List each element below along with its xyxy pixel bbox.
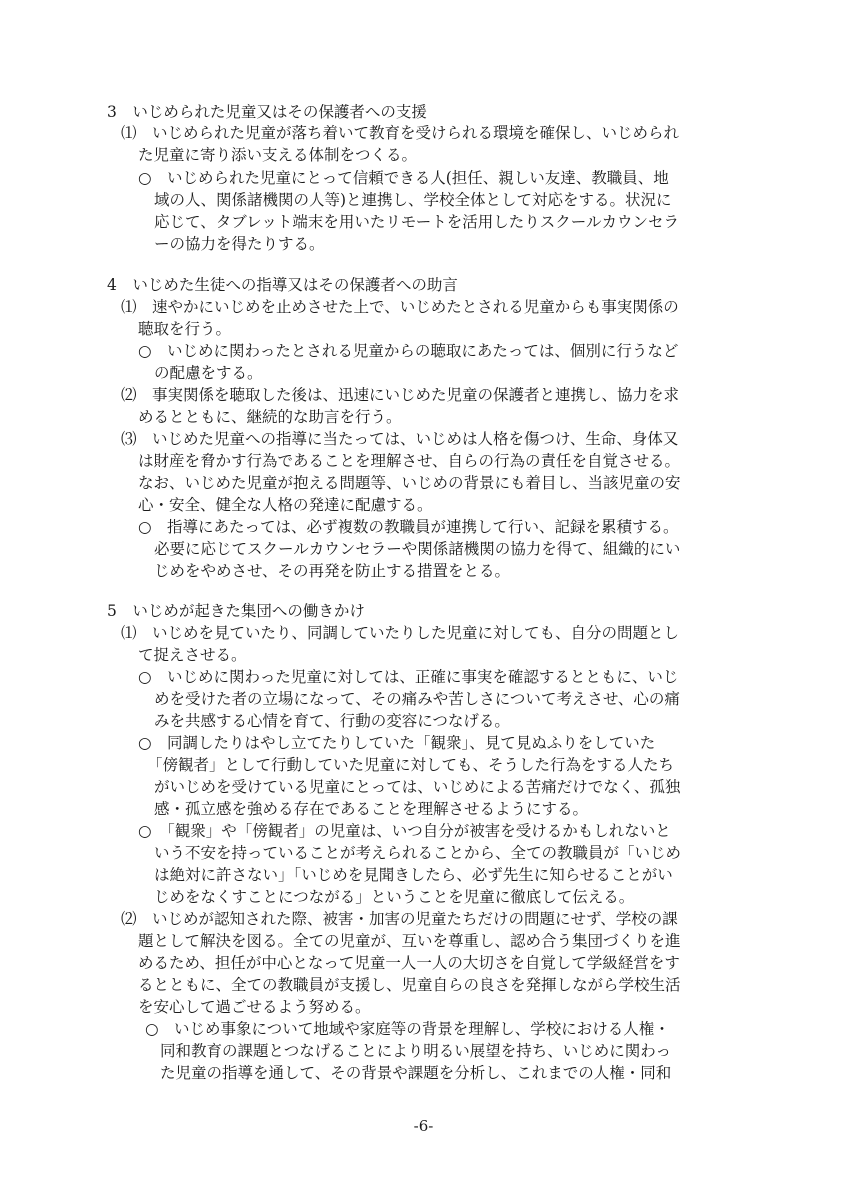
paragraph-line: みを共感する心情を育て、行動の変容につなげる。 xyxy=(154,712,510,730)
paragraph-line: た児童の指導を通して、その背景や課題を分析し、これまでの人権・同和 xyxy=(160,1064,672,1082)
page-number: -6- xyxy=(413,1117,434,1135)
paragraph-line: ○ いじめられた児童にとって信頼できる人(担任、親しい友達、教職員、地 xyxy=(138,169,669,187)
paragraph-line: ⑴ いじめられた児童が落ち着いて教育を受けられる環境を確保し、いじめられ xyxy=(121,124,680,142)
paragraph-line: 域の人、関係諸機関の人等)と連携し、学校全体として対応をする。状況に xyxy=(154,191,672,209)
paragraph-line: 必要に応じてスクールカウンセラーや関係諸機関の協力を得て、組織的にい xyxy=(154,540,681,558)
paragraph-line: ○ 同調したりはやし立てたりしていた「観衆」、見て見ぬふりをしていた xyxy=(138,734,656,752)
paragraph-line: めるため、担任が中心となって児童一人一人の大切さを自覚して学級経営をす xyxy=(138,954,680,972)
paragraph-line: て捉えさせる。 xyxy=(138,646,247,664)
paragraph-line: 題として解決を図る。全ての児童が、互いを尊重し、認め合う集団づくりを進 xyxy=(138,932,681,950)
paragraph-line: ⑴ 速やかにいじめを止めさせた上で、いじめたとされる児童からも事実関係の xyxy=(121,298,679,316)
paragraph-line: じめをやめさせ、その再発を防止する措置をとる。 xyxy=(154,562,511,580)
paragraph-line: ⑵ いじめが認知された際、被害・加害の児童たちだけの問題にせず、学校の課 xyxy=(121,910,678,928)
paragraph-line: ○ いじめに関わった児童に対しては、正確に事実を確認するとともに、いじ xyxy=(138,668,679,686)
paragraph-line: は財産を脅かす行為であることを理解させ、自らの行為の責任を自覚させる。 xyxy=(138,452,681,470)
paragraph-line: めを受けた者の立場になって、その痛みや苦しさについて考えさせ、心の痛 xyxy=(154,690,680,708)
section-3-heading: 3 いじめられた児童又はその保護者への支援 xyxy=(107,103,427,121)
paragraph-line: ○ 「観衆」や「傍観者」の児童は、いつ自分が被害を受けるかもしれないと xyxy=(138,822,671,840)
paragraph-line: ⑶ いじめた児童への指導に当たっては、いじめは人格を傷つけ、生命、身体又 xyxy=(121,430,679,448)
paragraph-line: るとともに、全ての教職員が支援し、児童自らの良さを発揮しながら学校生活 xyxy=(138,976,681,994)
paragraph-line: ○ 指導にあたっては、必ず複数の教職員が連携して行い、記録を累積する。 xyxy=(138,518,679,536)
paragraph-line: 応じて、タブレット端末を用いたリモートを活用したりスクールカウンセラ xyxy=(154,213,679,231)
paragraph-line: 聴取を行う。 xyxy=(138,320,232,338)
paragraph-line: 「傍観者」として行動していた児童に対しても、そうした行為をする人たち xyxy=(147,756,675,774)
paragraph-line: た児童に寄り添い支える体制をつくる。 xyxy=(138,146,418,164)
paragraph-line: めるとともに、継続的な助言を行う。 xyxy=(138,408,402,426)
section-4-heading: 4 いじめた生徒への指導又はその保護者への助言 xyxy=(107,276,458,294)
paragraph-line: 同和教育の課題とつなげることにより明るい展望を持ち、いじめに関わっ xyxy=(160,1042,672,1060)
paragraph-line: がいじめを受けている児童にとっては、いじめによる苦痛だけでなく、孤独 xyxy=(154,778,681,796)
paragraph-line: ○ いじめ事象について地域や家庭等の背景を理解し、学校における人権・ xyxy=(145,1020,670,1038)
paragraph-line: なお、いじめた児童が抱える問題等、いじめの背景にも着目し、当該児童の安 xyxy=(138,474,681,492)
paragraph-line: は絶対に許さない」「いじめを見聞きしたら、必ず先生に知らせることがい xyxy=(154,866,673,884)
paragraph-line: ⑵ 事実関係を聴取した後は、迅速にいじめた児童の保護者と連携し、協力を求 xyxy=(121,386,680,404)
paragraph-line: ⑴ いじめを見ていたり、同調していたりした児童に対しても、自分の問題とし xyxy=(121,624,680,642)
paragraph-line: ○ いじめに関わったとされる児童からの聴取にあたっては、個別に行うなど xyxy=(138,342,679,360)
paragraph-line: を安心して過ごせるよう努める。 xyxy=(138,998,371,1016)
paragraph-line: 心・安全、健全な人格の発達に配慮する。 xyxy=(138,496,433,514)
paragraph-line: じめをなくすことにつながる」ということを児童に徹底して伝える。 xyxy=(154,888,635,906)
paragraph-line: 感・孤立感を強める存在であることを理解させるようにする。 xyxy=(154,800,589,818)
paragraph-line: ーの協力を得たりする。 xyxy=(154,235,325,253)
section-5-heading: 5 いじめが起きた集団への働きかけ xyxy=(107,602,365,620)
paragraph-line: いう不安を持っていることが考えられることから、全ての教職員が「いじめ xyxy=(154,844,682,862)
paragraph-line: の配慮をする。 xyxy=(154,364,263,382)
